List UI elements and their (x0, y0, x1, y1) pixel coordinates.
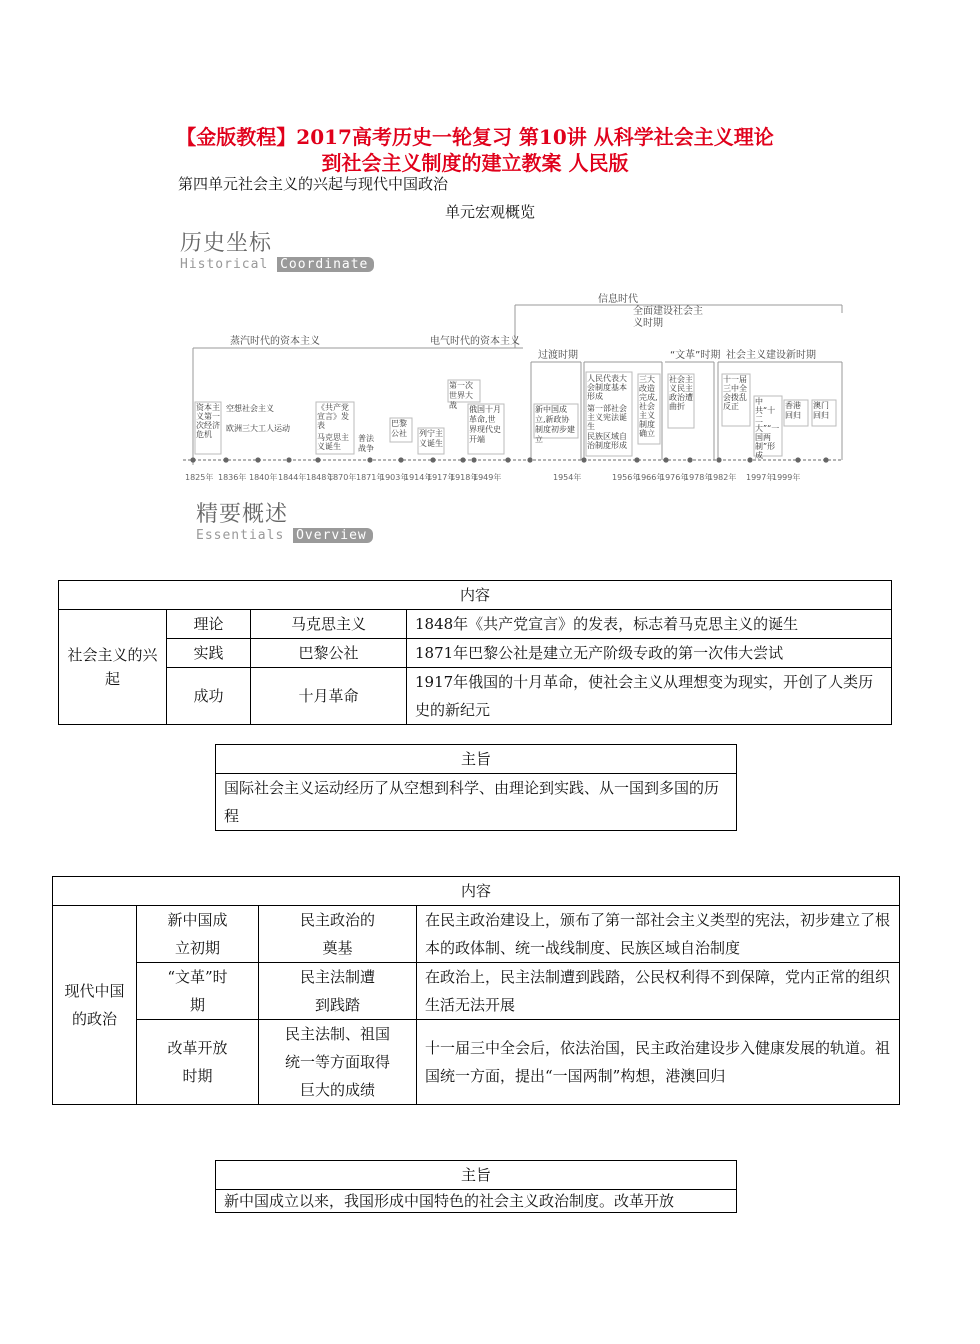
table1-aspect: 实践 (167, 639, 251, 668)
event-three-transformations: 三大改造完成,社会主义制度确立 (639, 375, 658, 438)
timeline-dot (634, 457, 639, 462)
timeline-year: 1914年 (404, 473, 433, 482)
era-label-steam: 蒸汽时代的资本主义 (230, 336, 320, 347)
table2-header: 内容 (53, 877, 900, 906)
event-marxism: 马克思主义诞生 (317, 433, 349, 451)
table2-desc: 在政治上，民主法制遭到践踏，公民权利得不到保障，党内正常的组织生活无法开展 (417, 963, 900, 1020)
doc-title-line2: 到社会主义制度的建立教案 人民版 (321, 151, 629, 175)
theme2-header: 主旨 (216, 1161, 737, 1190)
timeline-year: 1999年 (772, 473, 801, 482)
timeline-dot (795, 457, 800, 462)
table1-item: 十月革命 (251, 668, 407, 725)
event-october: 俄国十月革命,世界现代史开端 (469, 405, 501, 444)
timeline-dot (716, 457, 721, 462)
banner2-en (196, 528, 373, 543)
timeline-dot (581, 457, 586, 462)
event-hongkong-return: 香港回归 (785, 401, 801, 420)
table2-item: 民主政治的奠基 (259, 906, 417, 963)
table2-period: 新中国成立初期 (137, 906, 259, 963)
table1-desc: 1848年《共产党宣言》的发表，标志着马克思主义的诞生 (407, 610, 892, 639)
history-timeline (178, 290, 848, 490)
timeline-year: 1844年 (278, 473, 307, 482)
theme1-text: 国际社会主义运动经历了从空想到科学、由理论到实践、从一国到多国的历程 (216, 774, 737, 831)
timeline-year: 1956年 (612, 473, 641, 482)
period-new-era: 社会主义建设新时期 (726, 350, 816, 361)
banner-en (180, 257, 374, 272)
period-full-construction: 全面建设社会主义时期 (633, 306, 703, 329)
table2-desc: 在民主政治建设上，颁布了第一部社会主义类型的宪法，初步建立了根本的政体制、统一战线制度、民族区域自治制度 (417, 906, 900, 963)
socialism-rise-table (58, 580, 892, 725)
table2-period: “文革”时期 (137, 963, 259, 1020)
table2-desc: 十一届三中全会后，依法治国，民主政治建设步入健康发展的轨道。祖国统一方面，提出“一国两制”构想，港澳回归 (417, 1020, 900, 1105)
timeline-year: 1997年 (746, 473, 775, 482)
timeline-dot (663, 457, 668, 462)
table1-desc: 1871年巴黎公社是建立无产阶级专政的第一次伟大尝试 (407, 639, 892, 668)
timeline-dot (255, 457, 260, 462)
timeline-year: 1840年 (249, 473, 278, 482)
banner2-en-highlight: Overview (293, 528, 373, 543)
timeline-dot (223, 457, 228, 462)
event-regional-autonomy: 民族区域自治制度形成 (587, 432, 627, 450)
timeline-year: 1918年 (450, 473, 479, 482)
banner2-cn: 精要概述 (196, 502, 289, 527)
era-label-info: 信息时代 (598, 294, 638, 305)
table1-aspect: 理论 (167, 610, 251, 639)
timeline-dot (460, 457, 465, 462)
era-label-electric: 电气时代的资本主义 (430, 336, 520, 347)
timeline-year: 1848年 (306, 473, 335, 482)
event-paris-commune: 巴黎公社 (391, 419, 407, 438)
unit-title: 第四单元社会主义的兴起与现代中国政治 (178, 175, 449, 193)
timeline-dot (430, 457, 435, 462)
event-first-constitution: 第一部社会主义宪法诞生 (587, 404, 627, 431)
timeline-year: 1871年 (356, 473, 385, 482)
timeline-year: 1903年 (380, 473, 409, 482)
timeline-year: 1836年 (218, 473, 247, 482)
timeline-year: 1870年 (328, 473, 357, 482)
timeline-dot (190, 457, 195, 462)
theme2-box (215, 1160, 737, 1213)
banner-cn: 历史坐标 (180, 231, 273, 256)
timeline-dot (505, 457, 510, 462)
essentials-overview-banner (196, 497, 373, 543)
table2-item: 民主法制遭到践踏 (259, 963, 417, 1020)
event-macau-return: 澳门回归 (813, 401, 829, 420)
period-transition: 过渡时期 (538, 350, 578, 361)
historical-coordinate-banner (180, 226, 374, 272)
timeline-year: 1978年 (684, 473, 713, 482)
timeline-year: 1954年 (553, 473, 582, 482)
event-ww1: 第一次世界大战 (449, 381, 473, 410)
timeline-dot (315, 457, 320, 462)
event-crisis: 资本主义第一次经济危机 (196, 403, 220, 439)
modern-china-politics-table (52, 876, 900, 1105)
banner-en-plain: Historical (180, 257, 269, 272)
table2-item: 民主法制、祖国统一等方面取得巨大的成绩 (259, 1020, 417, 1105)
event-democracy-setback: 社会主义民主政治遭曲折 (669, 375, 693, 411)
timeline-dot (367, 457, 372, 462)
timeline-year: 1976年 (660, 473, 689, 482)
table1-item: 巴黎公社 (251, 639, 407, 668)
timeline-dot (823, 457, 828, 462)
timeline-year: 1982年 (708, 473, 737, 482)
event-prc-founding: 新中国成立,新政协制度初步建立 (535, 405, 575, 444)
timeline-year: 1949年 (473, 473, 502, 482)
timeline-year: 1966年 (636, 473, 665, 482)
event-one-country-two-systems: 中共“十二大”“一国两制”形成 (755, 397, 780, 460)
table1-desc: 1917年俄国的十月革命，使社会主义从理想变为现实，开创了人类历史的新纪元 (407, 668, 892, 725)
event-utopian: 空想社会主义 (226, 404, 274, 413)
timeline-dot (747, 457, 752, 462)
banner-en-highlight: Coordinate (277, 257, 374, 272)
theme1-box (215, 744, 737, 831)
overview-title: 单元宏观概览 (444, 203, 535, 221)
event-franco-prussian: 普法战争 (358, 434, 374, 453)
banner2-en-plain: Essentials (196, 528, 285, 543)
table1-group: 社会主义的兴起 (59, 610, 167, 725)
theme1-header: 主旨 (216, 745, 737, 774)
table1-header: 内容 (59, 581, 892, 610)
table2-group: 现代中国的政治 (53, 906, 137, 1105)
timeline-year: 1917年 (427, 473, 456, 482)
table1-item: 马克思主义 (251, 610, 407, 639)
timeline-dot (471, 457, 476, 462)
theme2-text: 新中国成立以来，我国形成中国特色的社会主义政治制度。改革开放 (216, 1190, 737, 1213)
timeline-dot (527, 457, 532, 462)
timeline-dot (398, 457, 403, 462)
event-npc-system: 人民代表大会制度基本形成 (587, 374, 627, 401)
timeline-dot (286, 457, 291, 462)
timeline-dot (687, 457, 692, 462)
event-manifesto: 《共产党宣言》发表 (317, 403, 349, 430)
event-third-plenum: 十一届三中全会拨乱反正 (723, 375, 747, 411)
event-workers: 欧洲三大工人运动 (226, 424, 290, 433)
table2-period: 改革开放时期 (137, 1020, 259, 1105)
event-leninism: 列宁主义诞生 (419, 429, 443, 448)
period-cultural-revolution: “文革”时期 (670, 350, 721, 361)
doc-title-line1: 【金版教程】2017高考历史一轮复习 第10讲 从科学社会主义理论 (176, 125, 774, 149)
table1-aspect: 成功 (167, 668, 251, 725)
timeline-year: 1825年 (185, 473, 214, 482)
